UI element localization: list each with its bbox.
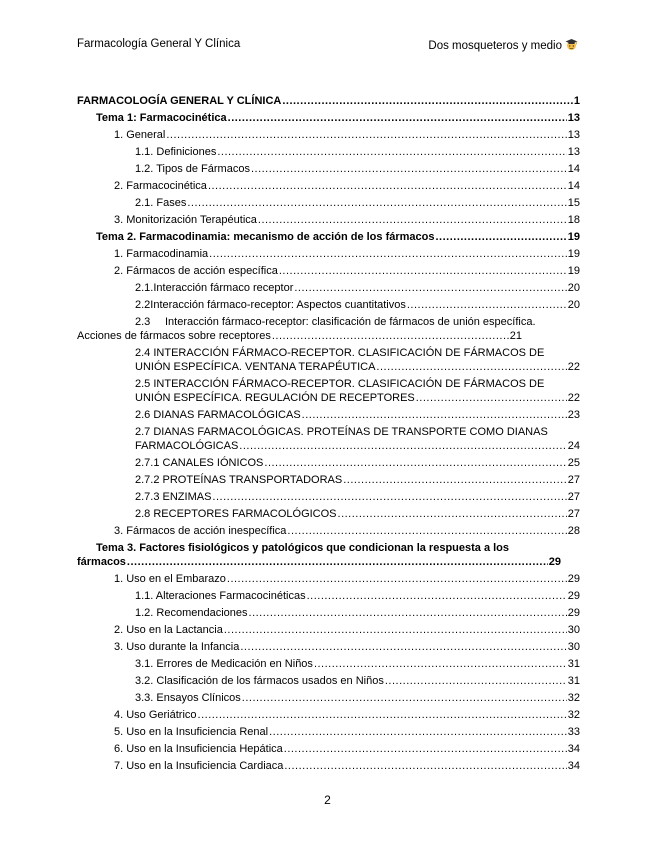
toc-entry-title: FARMACOLOGÍA GENERAL Y CLÍNICA — [77, 95, 282, 107]
toc-entry[interactable] — [77, 345, 580, 376]
toc-entry-page: 31 — [567, 675, 580, 687]
toc-entry-title: Interacción fármaco receptor — [153, 282, 294, 294]
toc-entry-page: 34 — [567, 743, 580, 755]
toc-entry[interactable] — [77, 161, 580, 178]
toc-entry-page: 27 — [567, 491, 580, 503]
toc-leader-dots — [251, 161, 567, 178]
toc-entry-title-line1: Interacción fármaco-receptor: clasificación de fármacos de unión específica. — [165, 316, 536, 328]
toc-leader-dots — [282, 93, 573, 110]
toc-entry-title: 3. Uso durante la Infancia — [114, 641, 240, 653]
toc-leader-dots — [279, 263, 567, 280]
toc-entry-page: 34 — [567, 760, 580, 772]
toc-entry[interactable] — [77, 314, 580, 345]
toc-entry[interactable] — [77, 724, 580, 741]
toc-entry-title: 1.1. Alteraciones Farmacocinéticas — [135, 590, 306, 602]
toc-entry-line1 — [135, 315, 580, 329]
toc-entry[interactable] — [77, 741, 580, 758]
toc-leader-dots — [240, 639, 566, 656]
toc-entry-title: UNIÓN ESPECÍFICA. VENTANA TERAPÉUTICA — [135, 361, 376, 373]
toc-entry-page: 18 — [567, 214, 580, 226]
toc-leader-dots — [416, 391, 567, 405]
toc-entry[interactable] — [77, 178, 580, 195]
toc-entry-page: 20 — [567, 282, 580, 294]
toc-entry-title-line1: Tema 3. Factores fisiológicos y patológicos que condicionan la respuesta a los — [96, 542, 510, 554]
toc-entry-title: 1. Farmacodinamia — [114, 248, 209, 260]
toc-entry-title-line1: 2.5 INTERACCIÓN FÁRMACO-RECEPTOR. CLASIFICACIÓN DE FÁRMACOS DE — [135, 378, 545, 390]
toc-entry-title-line1: 2.7 DIANAS FARMACOLÓGICAS. PROTEÍNAS DE TRANSPORTE COMO DIANAS — [135, 426, 548, 438]
toc-entry-title: 2.6 DIANAS FARMACOLÓGICAS — [135, 409, 301, 421]
toc-leader-dots — [314, 656, 567, 673]
toc-entry-page: 13 — [567, 129, 580, 141]
toc-leader-dots — [284, 741, 567, 758]
toc-entry-title: 3.3. Ensayos Clínicos — [135, 692, 241, 704]
toc-entry-title: Interacción fármaco-receptor: Aspectos cuantitativos — [150, 299, 406, 311]
toc-entry-title: 3.2. Clasificación de los fármacos usados en Niños — [135, 675, 384, 687]
toc-leader-dots — [287, 523, 566, 540]
toc-leader-dots — [385, 673, 567, 690]
header-title: Farmacología General Y Clínica — [77, 38, 241, 50]
toc-entry-page: 29 — [567, 573, 580, 585]
toc-entry-page: 1 — [573, 95, 580, 107]
toc-entry-line1 — [135, 377, 580, 391]
toc-entry[interactable] — [77, 758, 580, 775]
toc-entry-page: 30 — [567, 641, 580, 653]
toc-entry[interactable] — [77, 523, 580, 540]
toc-entry-title: 1. Uso en el Embarazo — [114, 573, 226, 585]
toc-leader-dots — [376, 360, 566, 374]
toc-entry-title: 2. Fármacos de acción específica — [114, 265, 278, 277]
toc-leader-dots — [208, 178, 567, 195]
toc-entry-title: Tema 2. Farmacodinamia: mecanismo de acción de los fármacos — [96, 231, 435, 243]
toc-entry-prefix: 2.2 — [135, 299, 151, 311]
toc-leader-dots — [217, 144, 566, 161]
toc-entry[interactable] — [77, 212, 580, 229]
toc-entry-title-line1: 2.4 INTERACCIÓN FÁRMACO-RECEPTOR. CLASIFICACIÓN DE FÁRMACOS DE — [135, 347, 545, 359]
toc-entry-title: 5. Uso en la Insuficiencia Renal — [114, 726, 269, 738]
toc-leader-dots — [198, 707, 567, 724]
toc-entry-page: 31 — [567, 658, 580, 670]
header-author — [428, 38, 578, 52]
toc-entry-title: 2.7.1 CANALES IÓNICOS — [135, 457, 264, 469]
toc-entry[interactable] — [77, 297, 580, 314]
toc-leader-dots — [227, 571, 567, 588]
toc-entry[interactable] — [77, 144, 580, 161]
toc-entry-page: 13 — [567, 112, 580, 124]
toc-entry-page: 14 — [567, 163, 580, 175]
toc-entry-page: 29 — [567, 607, 580, 619]
toc-entry-page: 29 — [567, 590, 580, 602]
toc-entry-page: 21 — [509, 330, 522, 342]
header-author-text: Dos mosqueteros y medio — [428, 40, 562, 52]
toc-entry[interactable] — [77, 246, 580, 263]
toc-leader-dots — [284, 758, 566, 775]
graduate-icon — [565, 38, 578, 51]
toc-entry[interactable] — [77, 489, 580, 506]
toc-leader-dots — [407, 297, 567, 314]
toc-leader-dots — [302, 407, 567, 424]
toc-entry-page: 19 — [567, 248, 580, 260]
toc-entry-line1 — [96, 541, 580, 555]
toc-entry[interactable] — [77, 407, 580, 424]
toc-entry-title: 2. Farmacocinética — [114, 180, 207, 192]
toc-entry[interactable] — [77, 280, 580, 297]
toc-entry-prefix: 2.1. — [135, 282, 154, 294]
toc-entry-title: 1.2. Tipos de Fármacos — [135, 163, 250, 175]
toc-entry-page: 28 — [567, 525, 580, 537]
toc-leader-dots — [343, 472, 567, 489]
page-header — [77, 38, 578, 54]
toc-entry[interactable] — [77, 605, 580, 622]
toc-leader-dots — [269, 724, 567, 741]
toc-entry[interactable] — [77, 376, 580, 407]
toc-leader-dots — [187, 195, 566, 212]
toc-entry-page: 23 — [567, 409, 580, 421]
toc-entry[interactable] — [77, 455, 580, 472]
toc-leader-dots — [242, 690, 567, 707]
toc-entry-title: 3. Fármacos de acción inespecífica — [114, 525, 287, 537]
toc-entry-page: 32 — [567, 709, 580, 721]
page-number: 2 — [324, 793, 331, 807]
toc-entry-page: 20 — [567, 299, 580, 311]
toc-entry-title: 1.1. Definiciones — [135, 146, 217, 158]
toc-leader-dots — [212, 489, 566, 506]
toc-entry[interactable] — [77, 127, 580, 144]
toc-entry-title: Acciones de fármacos sobre receptores — [77, 330, 271, 342]
toc-leader-dots — [239, 439, 566, 453]
toc-entry-title: 2.7.2 PROTEÍNAS TRANSPORTADORAS — [135, 474, 343, 486]
toc-entry-page: 33 — [567, 726, 580, 738]
toc-entry-prefix: 2.3 — [135, 316, 151, 328]
toc-leader-dots — [338, 506, 567, 523]
toc-leader-dots — [272, 329, 509, 343]
toc-entry-page: 22 — [567, 361, 580, 373]
toc-leader-dots — [294, 280, 566, 297]
toc-entry-title: 2.1. Fases — [135, 197, 187, 209]
toc-entry-title: 1.2. Recomendaciones — [135, 607, 248, 619]
toc-leader-dots — [307, 588, 567, 605]
toc-entry-title: fármacos — [77, 556, 126, 568]
toc-entry-title: UNIÓN ESPECÍFICA. REGULACIÓN DE RECEPTORES — [135, 392, 415, 404]
toc-entry-title: 3. Monitorización Terapéutica — [114, 214, 257, 226]
toc-entry[interactable] — [77, 656, 580, 673]
toc-entry-page: 15 — [567, 197, 580, 209]
toc-entry[interactable] — [77, 424, 580, 455]
toc-leader-dots — [224, 622, 567, 639]
toc-leader-dots — [166, 127, 566, 144]
toc-entry[interactable] — [77, 622, 580, 639]
toc-entry-page: 27 — [567, 474, 580, 486]
toc-leader-dots — [127, 555, 548, 569]
toc-entry-page: 27 — [567, 508, 580, 520]
toc-entry-title: 1. General — [114, 129, 166, 141]
toc-entry[interactable] — [77, 263, 580, 280]
toc-entry[interactable] — [77, 540, 580, 571]
toc-entry[interactable] — [77, 588, 580, 605]
toc-entry[interactable] — [77, 690, 580, 707]
toc-entry-title: 2. Uso en la Lactancia — [114, 624, 223, 636]
toc-entry[interactable] — [77, 229, 580, 246]
toc-entry[interactable] — [77, 707, 580, 724]
toc-entry[interactable] — [77, 571, 580, 588]
toc-leader-dots — [228, 110, 567, 127]
toc-entry-page: 29 — [548, 556, 561, 568]
toc-entry[interactable] — [77, 472, 580, 489]
toc-entry-page: 30 — [567, 624, 580, 636]
toc-entry-title: 4. Uso Geriátrico — [114, 709, 197, 721]
toc-leader-dots — [435, 229, 566, 246]
toc-entry-title: 2.7.3 ENZIMAS — [135, 491, 212, 503]
toc-leader-dots — [209, 246, 567, 263]
toc-entry[interactable] — [77, 639, 580, 656]
toc-entry-line1 — [135, 425, 580, 439]
toc-leader-dots — [249, 605, 567, 622]
toc-entry-title: FARMACOLÓGICAS — [135, 440, 239, 452]
toc-entry-line1 — [135, 346, 580, 360]
toc-entry[interactable] — [77, 110, 580, 127]
table-of-contents — [77, 93, 580, 775]
toc-entry-page: 24 — [567, 440, 580, 452]
toc-entry[interactable] — [77, 673, 580, 690]
toc-leader-dots — [264, 455, 566, 472]
toc-entry-title: Tema 1: Farmacocinética — [96, 112, 227, 124]
toc-entry-page: 19 — [567, 231, 580, 243]
toc-entry-title: 3.1. Errores de Medicación en Niños — [135, 658, 313, 670]
toc-entry-page: 22 — [567, 392, 580, 404]
toc-entry-page: 14 — [567, 180, 580, 192]
toc-entry-title: 6. Uso en la Insuficiencia Hepática — [114, 743, 283, 755]
toc-entry-page: 13 — [567, 146, 580, 158]
toc-entry-page: 32 — [567, 692, 580, 704]
toc-entry-page: 19 — [567, 265, 580, 277]
toc-entry-title: 7. Uso en la Insuficiencia Cardiaca — [114, 760, 284, 772]
toc-entry[interactable] — [77, 195, 580, 212]
toc-entry-page: 25 — [567, 457, 580, 469]
toc-leader-dots — [258, 212, 567, 229]
toc-entry[interactable] — [77, 93, 580, 110]
toc-entry-title: 2.8 RECEPTORES FARMACOLÓGICOS — [135, 508, 337, 520]
toc-entry[interactable] — [77, 506, 580, 523]
